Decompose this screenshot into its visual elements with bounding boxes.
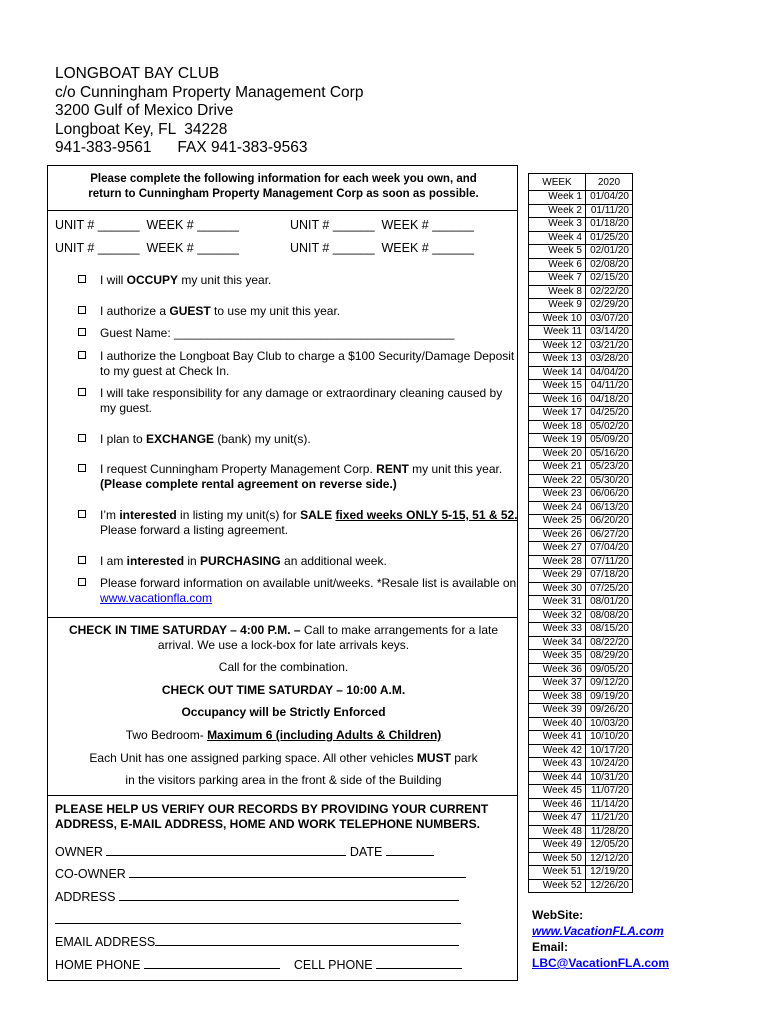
week-column-header: WEEK xyxy=(529,174,586,191)
week-label: Week 16 xyxy=(529,393,586,407)
checkbox[interactable] xyxy=(78,556,86,564)
unit-week-field-1[interactable]: UNIT # ______ WEEK # ______ xyxy=(55,218,239,232)
co-owner-field[interactable] xyxy=(129,865,466,878)
week-date: 06/27/20 xyxy=(586,528,633,542)
week-date: 11/07/20 xyxy=(586,785,633,799)
week-label: Week 30 xyxy=(529,582,586,596)
week-date: 05/09/20 xyxy=(586,434,633,448)
checkbox[interactable] xyxy=(78,306,86,314)
week-label: Week 9 xyxy=(529,299,586,313)
week-date: 05/23/20 xyxy=(586,461,633,475)
week-date: 10/03/20 xyxy=(586,717,633,731)
letterhead xyxy=(55,65,363,158)
phone-row: HOME PHONE CELL PHONE xyxy=(55,956,462,972)
week-label: Week 45 xyxy=(529,785,586,799)
week-date: 12/12/20 xyxy=(586,852,633,866)
week-label: Week 11 xyxy=(529,326,586,340)
week-date: 03/21/20 xyxy=(586,339,633,353)
divider xyxy=(48,617,517,618)
week-label: Week 7 xyxy=(529,272,586,286)
week-date: 01/11/20 xyxy=(586,204,633,218)
table-row xyxy=(529,393,633,407)
week-label: Week 52 xyxy=(529,879,586,893)
divider xyxy=(48,210,517,211)
week-date: 08/15/20 xyxy=(586,623,633,637)
parking-note-2: in the visitors parking area in the front & side of the Building xyxy=(125,773,442,787)
week-label: Week 12 xyxy=(529,339,586,353)
owner-field[interactable] xyxy=(106,843,346,856)
table-row xyxy=(529,474,633,488)
cell-phone-field[interactable] xyxy=(376,956,462,969)
table-row xyxy=(529,245,633,259)
table-row xyxy=(529,191,633,205)
table-row xyxy=(529,204,633,218)
table-row xyxy=(529,285,633,299)
table-row xyxy=(529,677,633,691)
week-date: 09/12/20 xyxy=(586,677,633,691)
week-label: Week 34 xyxy=(529,636,586,650)
weeks-table xyxy=(528,173,633,893)
week-label: Week 51 xyxy=(529,866,586,880)
week-date: 11/14/20 xyxy=(586,798,633,812)
week-label: Week 46 xyxy=(529,798,586,812)
occupancy-note: Occupancy will be Strictly Enforced xyxy=(181,705,386,719)
week-date: 12/19/20 xyxy=(586,866,633,880)
week-date: 02/01/20 xyxy=(586,245,633,259)
checkbox[interactable] xyxy=(78,464,86,472)
week-date: 10/24/20 xyxy=(586,758,633,772)
week-label: Week 22 xyxy=(529,474,586,488)
week-label: Week 33 xyxy=(529,623,586,637)
week-label: Week 20 xyxy=(529,447,586,461)
table-row xyxy=(529,690,633,704)
week-label: Week 35 xyxy=(529,650,586,664)
week-date: 06/20/20 xyxy=(586,515,633,529)
week-date: 06/06/20 xyxy=(586,488,633,502)
week-label: Week 1 xyxy=(529,191,586,205)
two-bedroom-max: Two Bedroom- Maximum 6 (including Adults & Children) xyxy=(125,728,442,742)
week-date: 08/29/20 xyxy=(586,650,633,664)
week-date: 02/29/20 xyxy=(586,299,633,313)
table-row xyxy=(529,825,633,839)
week-label: Week 5 xyxy=(529,245,586,259)
table-row xyxy=(529,744,633,758)
week-label: Week 3 xyxy=(529,218,586,232)
week-date: 02/15/20 xyxy=(586,272,633,286)
week-date: 12/26/20 xyxy=(586,879,633,893)
week-label: Week 47 xyxy=(529,812,586,826)
parking-note: Each Unit has one assigned parking space. All other vehicles MUST park xyxy=(89,751,478,765)
club-name: LONGBOAT BAY CLUB xyxy=(55,65,220,82)
table-row xyxy=(529,420,633,434)
week-date: 08/22/20 xyxy=(586,636,633,650)
table-row xyxy=(529,447,633,461)
table-row xyxy=(529,231,633,245)
care-of: c/o Cunningham Property Management Corp xyxy=(55,83,364,101)
street-address: 3200 Gulf of Mexico Drive xyxy=(55,102,234,120)
address-field[interactable] xyxy=(119,888,459,901)
table-row xyxy=(529,555,633,569)
table-row xyxy=(529,582,633,596)
owner-row: OWNER DATE xyxy=(55,843,434,859)
week-label: Week 26 xyxy=(529,528,586,542)
table-row xyxy=(529,380,633,394)
week-label: Week 13 xyxy=(529,353,586,367)
table-row xyxy=(529,704,633,718)
combination-note: Call for the combination. xyxy=(218,660,349,674)
week-label: Week 17 xyxy=(529,407,586,421)
week-date: 11/28/20 xyxy=(586,825,633,839)
week-date: 07/25/20 xyxy=(586,582,633,596)
week-label: Week 43 xyxy=(529,758,586,772)
week-label: Week 49 xyxy=(529,839,586,853)
week-label: Week 28 xyxy=(529,555,586,569)
week-label: Week 48 xyxy=(529,825,586,839)
week-date: 01/25/20 xyxy=(586,231,633,245)
verify-records-note: PLEASE HELP US VERIFY OUR RECORDS BY PROVIDING YOUR CURRENT ADDRESS, E-MAIL ADDRESS, HOME AND WORK TELEPHONE NUMBERS. xyxy=(55,802,489,831)
checkbox[interactable] xyxy=(78,275,86,283)
checkbox[interactable] xyxy=(78,434,86,442)
week-date: 07/11/20 xyxy=(586,555,633,569)
week-date: 03/28/20 xyxy=(586,353,633,367)
week-date: 01/18/20 xyxy=(586,218,633,232)
table-row xyxy=(529,461,633,475)
week-date: 10/10/20 xyxy=(586,731,633,745)
week-label: Week 27 xyxy=(529,542,586,556)
week-date: 05/02/20 xyxy=(586,420,633,434)
table-row xyxy=(529,636,633,650)
week-date: 09/19/20 xyxy=(586,690,633,704)
contact-info xyxy=(532,907,669,971)
week-date: 11/21/20 xyxy=(586,812,633,826)
checkout-info: CHECK OUT TIME SATURDAY – 10:00 A.M. xyxy=(161,683,406,697)
week-label: Week 8 xyxy=(529,285,586,299)
instruction-line-1: Please complete the following information for each week you own, and xyxy=(90,173,477,185)
divider xyxy=(48,795,517,796)
home-phone-field[interactable] xyxy=(144,956,280,969)
table-row xyxy=(529,326,633,340)
week-date: 12/05/20 xyxy=(586,839,633,853)
table-row xyxy=(529,798,633,812)
table-row xyxy=(529,731,633,745)
week-label: Week 18 xyxy=(529,420,586,434)
instruction-line-2: return to Cunningham Property Management Corp as soon as possible. xyxy=(88,188,479,200)
week-label: Week 41 xyxy=(529,731,586,745)
form-instructions xyxy=(48,172,519,202)
table-row xyxy=(529,353,633,367)
table-row xyxy=(529,879,633,893)
vacationfla-link[interactable]: www.vacationfla.com xyxy=(100,591,213,605)
week-label: Week 31 xyxy=(529,596,586,610)
checkbox[interactable] xyxy=(78,510,86,518)
week-label: Week 19 xyxy=(529,434,586,448)
checkbox[interactable] xyxy=(78,328,86,336)
week-date: 10/31/20 xyxy=(586,771,633,785)
table-row xyxy=(529,528,633,542)
phone-fax: 941-383-9561 FAX 941-383-9563 xyxy=(55,139,308,157)
week-label: Week 36 xyxy=(529,663,586,677)
website-link[interactable]: www.VacationFLA.com xyxy=(532,924,664,938)
week-label: Week 40 xyxy=(529,717,586,731)
city-state-zip: Longboat Key, FL 34228 xyxy=(55,120,228,138)
week-date: 02/22/20 xyxy=(586,285,633,299)
week-label: Week 39 xyxy=(529,704,586,718)
week-date: 04/04/20 xyxy=(586,366,633,380)
unit-week-field-2[interactable]: UNIT # ______ WEEK # ______ xyxy=(290,218,474,232)
table-row xyxy=(529,839,633,853)
week-label: Week 50 xyxy=(529,852,586,866)
table-row xyxy=(529,339,633,353)
table-row xyxy=(529,866,633,880)
table-row xyxy=(529,717,633,731)
email-link[interactable]: LBC@VacationFLA.com xyxy=(532,956,670,970)
checkbox[interactable] xyxy=(78,351,86,359)
table-row xyxy=(529,623,633,637)
week-label: Week 29 xyxy=(529,569,586,583)
table-row xyxy=(529,272,633,286)
table-row xyxy=(529,852,633,866)
unit-week-field-4[interactable]: UNIT # ______ WEEK # ______ xyxy=(290,241,474,255)
table-row xyxy=(529,501,633,515)
week-date: 01/04/20 xyxy=(586,191,633,205)
week-label: Week 2 xyxy=(529,204,586,218)
week-label: Week 4 xyxy=(529,231,586,245)
table-row xyxy=(529,596,633,610)
week-label: Week 14 xyxy=(529,366,586,380)
week-label: Week 37 xyxy=(529,677,586,691)
table-row xyxy=(529,218,633,232)
week-label: Week 32 xyxy=(529,609,586,623)
address-row-2 xyxy=(55,911,461,927)
week-label: Week 10 xyxy=(529,312,586,326)
email-row: EMAIL ADDRESS xyxy=(55,933,459,949)
week-date: 08/08/20 xyxy=(586,609,633,623)
week-date: 03/14/20 xyxy=(586,326,633,340)
checkbox[interactable] xyxy=(78,388,86,396)
week-date: 09/26/20 xyxy=(586,704,633,718)
week-date: 04/18/20 xyxy=(586,393,633,407)
table-row xyxy=(529,650,633,664)
unit-week-field-3[interactable]: UNIT # ______ WEEK # ______ xyxy=(55,241,239,255)
co-owner-row: CO-OWNER xyxy=(55,865,466,881)
week-label: Week 23 xyxy=(529,488,586,502)
table-row xyxy=(529,299,633,313)
table-row xyxy=(529,785,633,799)
table-row xyxy=(529,542,633,556)
week-date: 02/08/20 xyxy=(586,258,633,272)
year-column-header: 2020 xyxy=(586,174,633,191)
address-row: ADDRESS xyxy=(55,888,459,904)
address-field-2[interactable] xyxy=(55,911,461,924)
week-date: 08/01/20 xyxy=(586,596,633,610)
week-date: 07/18/20 xyxy=(586,569,633,583)
table-row xyxy=(529,407,633,421)
table-row xyxy=(529,366,633,380)
week-label: Week 24 xyxy=(529,501,586,515)
week-date: 06/13/20 xyxy=(586,501,633,515)
week-date: 07/04/20 xyxy=(586,542,633,556)
checkbox[interactable] xyxy=(78,578,86,586)
week-date: 05/16/20 xyxy=(586,447,633,461)
week-label: Week 15 xyxy=(529,380,586,394)
week-date: 04/25/20 xyxy=(586,407,633,421)
table-row xyxy=(529,434,633,448)
week-label: Week 21 xyxy=(529,461,586,475)
table-row xyxy=(529,663,633,677)
week-label: Week 25 xyxy=(529,515,586,529)
table-row xyxy=(529,569,633,583)
table-row xyxy=(529,515,633,529)
email-field[interactable] xyxy=(155,933,459,946)
website-label: WebSite: xyxy=(532,908,584,922)
week-label: Week 44 xyxy=(529,771,586,785)
table-row xyxy=(529,609,633,623)
week-date: 10/17/20 xyxy=(586,744,633,758)
week-label: Week 42 xyxy=(529,744,586,758)
week-date: 05/30/20 xyxy=(586,474,633,488)
week-date: 03/07/20 xyxy=(586,312,633,326)
date-field[interactable] xyxy=(386,843,434,856)
table-row xyxy=(529,771,633,785)
table-row xyxy=(529,258,633,272)
owner-form: Please complete the following information for each week you own, and return to Cunningham Property Management Corp as soon as possible. UNIT # ______ WEEK # ______ UNIT # ______ WEEK # ______ UNIT # ______ WEEK # ______ UNIT # ______ WEEK # ______ I will OCCUPY my unit this year. I authorize a GUEST to use my unit this year. Guest Name: __________________________________________ I authorize the Longboat Bay Club to charge a $100 Security/Damage Deposit to my guest at Check In. I will take responsibility for any damage or extraordinary cleaning caused by my guest. I plan to EXCHANGE (bank) my unit(s). I request Cunningham Property Management Corp. RENT my unit this year. (Please complete rental agreement on reverse side.) I’m interested in listing my unit(s) for SALE fixed weeks ONLY 5-15, 51 & 52. Please forward a listing agreement. I am interested in PURCHASING an additional week. Please forward information on available unit/weeks. *Resale list is available on www.vacationfla.com CHECK IN TIME SATURDAY – 4:00 P.M. – Call to make arrangements for a late arrival. We use a lock-box for late arrivals keys. Call for the combination. CHECK OUT TIME SATURDAY – 10:00 A.M. Occupancy will be Strictly Enforced Two Bedroom- Maximum 6 (including Adults & Children) Each Unit has one assigned parking space. All other vehicles MUST park in the visitors parking area in the front & side of the Building PLEASE HELP US VERIFY OUR RECORDS BY PROVIDING YOUR CURRENT ADDRESS, E-MAIL ADDRESS, HOME AND WORK TELEPHONE NUMBERS. OWNER DATE CO-OWNER ADDRESS EMAIL ADDRESS HOME PHONE CELL PHONE xyxy=(47,165,518,981)
week-date: 09/05/20 xyxy=(586,663,633,677)
table-row xyxy=(529,312,633,326)
week-date: 04/11/20 xyxy=(586,380,633,394)
table-row xyxy=(529,758,633,772)
table-row xyxy=(529,488,633,502)
week-label: Week 38 xyxy=(529,690,586,704)
email-label: Email: xyxy=(532,940,569,954)
checkin-info: CHECK IN TIME SATURDAY – 4:00 P.M. – Call to make arrangements for a late arrival. We use a lock-box for late arrivals keys. xyxy=(68,623,499,652)
table-row xyxy=(529,812,633,826)
week-label: Week 6 xyxy=(529,258,586,272)
